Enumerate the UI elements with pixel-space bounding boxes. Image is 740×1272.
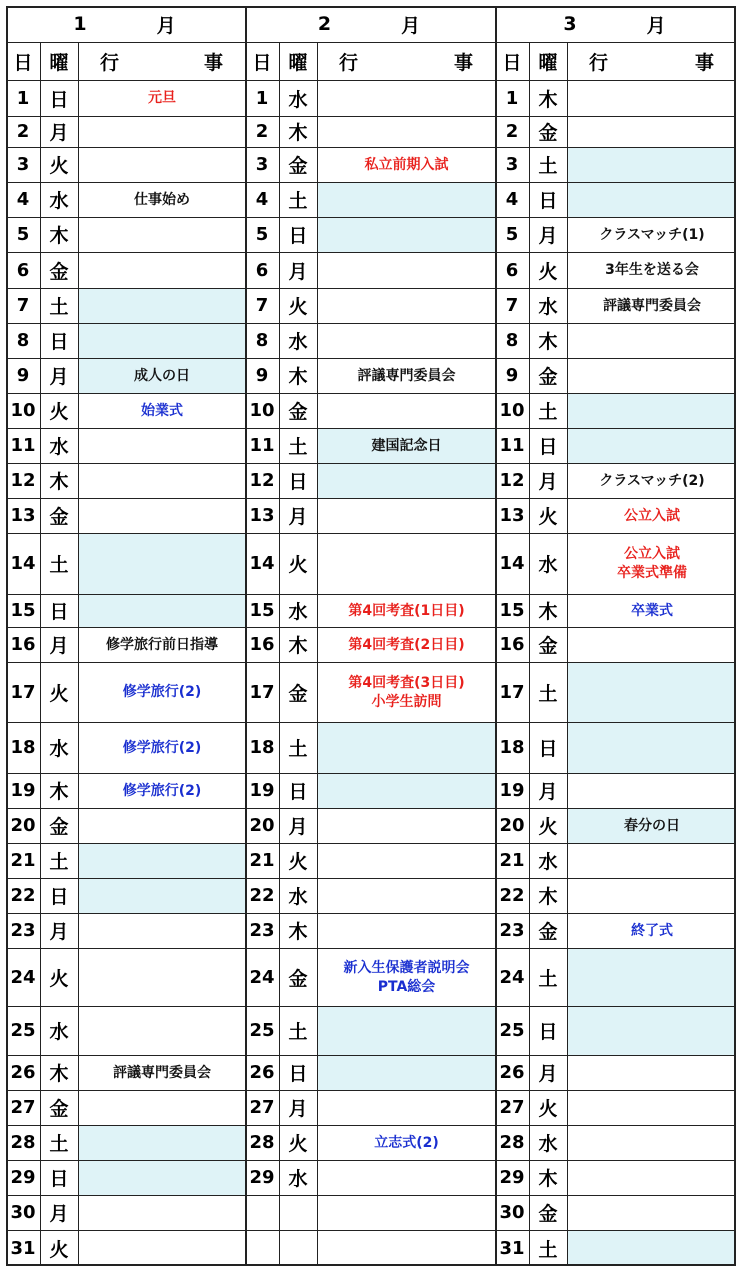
day-number: 29 bbox=[249, 1167, 275, 1188]
day-number: 10 bbox=[499, 400, 525, 421]
day-number: 26 bbox=[249, 1062, 275, 1083]
event-text: 公立入試 bbox=[624, 546, 680, 562]
weekday: 日 bbox=[538, 738, 558, 760]
event-text: 修学旅行(2) bbox=[122, 684, 202, 700]
day-number: 6 bbox=[255, 259, 269, 281]
header-event-left: 行 bbox=[589, 51, 609, 74]
weekday: 木 bbox=[538, 88, 558, 111]
weekday: 水 bbox=[288, 886, 308, 908]
event-text: 立志式(2) bbox=[374, 1134, 439, 1151]
day-number: 14 bbox=[10, 553, 36, 574]
weekday: 金 bbox=[49, 816, 69, 838]
day-number: 28 bbox=[10, 1132, 36, 1153]
event-text: 元旦 bbox=[148, 90, 176, 106]
day-number: 3 bbox=[255, 154, 269, 175]
day-number: 31 bbox=[10, 1237, 36, 1259]
day-number: 29 bbox=[499, 1167, 525, 1188]
day-number: 6 bbox=[16, 259, 30, 281]
weekday: 火 bbox=[538, 816, 558, 838]
weekday: 土 bbox=[538, 682, 558, 705]
day-number: 19 bbox=[249, 780, 275, 801]
day-number: 23 bbox=[499, 920, 525, 941]
weekday: 月 bbox=[288, 816, 308, 838]
month-number: 2 bbox=[317, 13, 334, 35]
day-number: 8 bbox=[255, 330, 269, 351]
weekday: 月 bbox=[288, 1098, 308, 1120]
day-number: 20 bbox=[499, 815, 525, 836]
day-number: 1 bbox=[255, 87, 269, 109]
event-text: 評議専門委員会 bbox=[603, 297, 701, 314]
day-number: 23 bbox=[10, 920, 36, 941]
day-number: 9 bbox=[16, 365, 30, 386]
day-number: 14 bbox=[499, 553, 525, 574]
weekday: 土 bbox=[288, 436, 308, 458]
weekday: 金 bbox=[49, 506, 69, 528]
weekday: 金 bbox=[288, 401, 308, 423]
event-text-line2: 卒業式準備 bbox=[617, 565, 687, 581]
day-number: 28 bbox=[249, 1132, 275, 1153]
weekday: 木 bbox=[538, 1168, 558, 1190]
day-number: 25 bbox=[249, 1020, 275, 1041]
day-number: 27 bbox=[249, 1097, 275, 1118]
day-number: 24 bbox=[499, 966, 525, 988]
weekday: 月 bbox=[538, 225, 558, 247]
day-number: 14 bbox=[249, 553, 275, 574]
weekday: 日 bbox=[538, 436, 558, 458]
day-number: 27 bbox=[499, 1097, 525, 1118]
weekday: 火 bbox=[538, 1098, 558, 1120]
day-number: 31 bbox=[499, 1237, 525, 1259]
weekday: 月 bbox=[49, 635, 69, 657]
weekday: 木 bbox=[49, 471, 69, 493]
weekday: 日 bbox=[49, 886, 69, 908]
day-number: 6 bbox=[505, 259, 519, 281]
weekday: 土 bbox=[538, 967, 558, 990]
day-number: 25 bbox=[10, 1020, 36, 1041]
weekday: 火 bbox=[49, 682, 69, 705]
day-number: 19 bbox=[499, 780, 525, 801]
weekday: 水 bbox=[288, 601, 308, 623]
event-text: 評議専門委員会 bbox=[357, 367, 456, 384]
day-number: 26 bbox=[10, 1062, 36, 1083]
event-text: 新入生保護者説明会 bbox=[343, 959, 470, 976]
day-number: 13 bbox=[499, 505, 525, 526]
day-number: 3 bbox=[505, 154, 519, 175]
day-number: 5 bbox=[255, 224, 269, 245]
weekday: 木 bbox=[288, 635, 308, 657]
weekday: 日 bbox=[288, 225, 308, 247]
event-text: 卒業式 bbox=[631, 602, 673, 619]
weekday: 月 bbox=[49, 366, 69, 388]
weekday: 土 bbox=[49, 1133, 69, 1155]
day-number: 2 bbox=[16, 121, 30, 142]
event-text: 第4回考査(1日目) bbox=[348, 602, 465, 619]
weekday: 日 bbox=[49, 1168, 69, 1190]
weekday: 月 bbox=[538, 1063, 558, 1085]
event-text: 私立前期入試 bbox=[364, 156, 449, 173]
weekday: 火 bbox=[49, 967, 69, 990]
event-text: クラスマッチ(1) bbox=[599, 226, 705, 243]
weekday: 月 bbox=[538, 471, 558, 493]
weekday: 日 bbox=[538, 1021, 558, 1043]
day-number: 21 bbox=[499, 850, 525, 871]
day-number: 28 bbox=[499, 1132, 525, 1153]
day-number: 19 bbox=[10, 780, 36, 801]
day-number: 24 bbox=[10, 966, 36, 988]
day-number: 1 bbox=[505, 87, 519, 109]
day-number: 25 bbox=[499, 1020, 525, 1041]
weekday: 水 bbox=[288, 1168, 308, 1190]
day-number: 17 bbox=[10, 681, 36, 703]
event-text: 修学旅行(2) bbox=[122, 782, 202, 799]
day-number: 18 bbox=[249, 737, 275, 758]
day-number: 22 bbox=[10, 885, 36, 906]
weekday: 金 bbox=[538, 635, 558, 657]
weekday: 木 bbox=[288, 366, 308, 388]
month-label: 月 bbox=[401, 14, 423, 37]
event-text-line2: PTA総会 bbox=[377, 978, 436, 995]
event-text: 第4回考査(2日目) bbox=[348, 636, 465, 653]
weekday: 金 bbox=[288, 682, 308, 705]
weekday: 木 bbox=[288, 921, 308, 943]
weekday: 月 bbox=[49, 1203, 69, 1225]
weekday: 日 bbox=[288, 471, 308, 493]
event-text: クラスマッチ(2) bbox=[599, 472, 705, 489]
day-number: 17 bbox=[249, 681, 275, 703]
weekday: 火 bbox=[288, 851, 308, 873]
weekday: 火 bbox=[288, 296, 308, 318]
calendar-frame bbox=[6, 6, 736, 1266]
weekday: 木 bbox=[49, 225, 69, 247]
day-number: 8 bbox=[505, 330, 519, 351]
month-label: 月 bbox=[646, 14, 668, 37]
header-weekday: 曜 bbox=[288, 51, 308, 74]
month-number: 3 bbox=[563, 13, 579, 35]
day-number: 12 bbox=[10, 470, 36, 491]
weekday: 日 bbox=[49, 88, 69, 111]
event-text: 修学旅行前日指導 bbox=[106, 636, 218, 653]
weekday: 日 bbox=[288, 781, 308, 803]
weekday: 水 bbox=[538, 554, 558, 576]
weekday: 火 bbox=[49, 401, 69, 423]
day-number: 21 bbox=[10, 850, 36, 871]
event-text-line2: 小学生訪問 bbox=[371, 693, 442, 710]
day-number: 17 bbox=[499, 681, 525, 703]
weekday: 日 bbox=[49, 331, 69, 353]
event-text: 3年生を送る会 bbox=[605, 262, 699, 278]
day-number: 5 bbox=[16, 224, 30, 245]
weekday: 水 bbox=[288, 331, 308, 353]
weekday: 土 bbox=[288, 1021, 308, 1043]
weekday: 金 bbox=[288, 155, 308, 177]
day-number: 11 bbox=[10, 435, 36, 456]
header-event-left: 行 bbox=[100, 51, 120, 74]
weekday: 火 bbox=[288, 554, 308, 576]
day-number: 9 bbox=[505, 365, 519, 386]
day-number: 20 bbox=[10, 815, 36, 836]
weekday: 月 bbox=[288, 260, 308, 283]
event-text: 評議専門委員会 bbox=[113, 1064, 211, 1081]
weekday: 火 bbox=[288, 1133, 308, 1155]
weekday: 日 bbox=[288, 1063, 308, 1085]
weekday: 水 bbox=[538, 296, 558, 318]
weekday: 水 bbox=[538, 851, 558, 873]
day-number: 22 bbox=[249, 885, 275, 906]
header-weekday: 曜 bbox=[49, 51, 69, 74]
weekday: 火 bbox=[49, 155, 69, 177]
weekday: 木 bbox=[49, 1063, 69, 1085]
weekday: 木 bbox=[538, 886, 558, 908]
day-number: 15 bbox=[249, 600, 275, 621]
event-text: 建国記念日 bbox=[371, 437, 442, 454]
weekday: 日 bbox=[49, 601, 69, 623]
day-number: 24 bbox=[249, 966, 275, 988]
weekday: 月 bbox=[538, 781, 558, 803]
weekday: 火 bbox=[538, 260, 558, 283]
day-number: 27 bbox=[10, 1097, 36, 1118]
day-number: 4 bbox=[16, 189, 30, 210]
weekday: 水 bbox=[288, 88, 308, 111]
month-number: 1 bbox=[73, 13, 89, 35]
day-number: 18 bbox=[10, 737, 36, 758]
day-number: 5 bbox=[505, 224, 519, 245]
day-number: 7 bbox=[255, 295, 269, 316]
header-day: 日 bbox=[252, 51, 272, 74]
weekday: 金 bbox=[49, 260, 69, 283]
event-text: 修学旅行(2) bbox=[122, 739, 202, 756]
day-number: 13 bbox=[249, 505, 275, 526]
event-text: 第4回考査(3日目) bbox=[348, 674, 465, 691]
weekday: 月 bbox=[288, 506, 308, 528]
day-number: 21 bbox=[249, 850, 275, 871]
day-number: 2 bbox=[505, 121, 519, 142]
weekday: 金 bbox=[288, 967, 308, 990]
day-number: 10 bbox=[249, 400, 275, 421]
day-number: 4 bbox=[255, 189, 269, 210]
weekday: 金 bbox=[538, 366, 558, 388]
weekday: 水 bbox=[538, 1133, 558, 1155]
day-number: 9 bbox=[255, 365, 269, 386]
weekday: 金 bbox=[538, 122, 558, 144]
day-number: 12 bbox=[499, 470, 525, 491]
header-day: 日 bbox=[502, 51, 522, 74]
weekday: 土 bbox=[49, 851, 69, 873]
weekday: 月 bbox=[49, 122, 69, 144]
day-number: 13 bbox=[10, 505, 36, 526]
event-text: 終了式 bbox=[631, 922, 673, 939]
weekday: 土 bbox=[538, 155, 558, 177]
day-number: 26 bbox=[499, 1062, 525, 1083]
event-text: 公立入試 bbox=[624, 507, 680, 524]
event-text: 始業式 bbox=[141, 402, 183, 419]
day-number: 8 bbox=[16, 330, 30, 351]
event-text: 仕事始め bbox=[134, 191, 190, 208]
header-event-right: 事 bbox=[203, 51, 223, 74]
weekday: 水 bbox=[49, 1021, 69, 1043]
day-number: 30 bbox=[499, 1202, 525, 1223]
day-number: 15 bbox=[10, 600, 36, 621]
weekday: 土 bbox=[538, 401, 558, 423]
event-text: 成人の日 bbox=[134, 367, 190, 384]
day-number: 2 bbox=[255, 121, 269, 142]
day-number: 10 bbox=[10, 400, 36, 421]
weekday: 金 bbox=[538, 1203, 558, 1225]
day-number: 30 bbox=[10, 1202, 36, 1223]
weekday: 日 bbox=[538, 190, 558, 212]
weekday: 木 bbox=[49, 781, 69, 803]
day-number: 20 bbox=[249, 815, 275, 836]
day-number: 3 bbox=[16, 154, 30, 175]
weekday: 土 bbox=[288, 738, 308, 760]
day-number: 18 bbox=[499, 737, 525, 758]
day-number: 15 bbox=[499, 600, 525, 621]
weekday: 木 bbox=[538, 601, 558, 623]
weekday: 月 bbox=[49, 921, 69, 943]
weekday: 木 bbox=[288, 122, 308, 144]
day-number: 22 bbox=[499, 885, 525, 906]
day-number: 11 bbox=[249, 435, 275, 456]
event-text: 春分の日 bbox=[624, 817, 680, 834]
day-number: 1 bbox=[16, 87, 30, 109]
day-number: 16 bbox=[10, 634, 36, 655]
day-number: 16 bbox=[499, 634, 525, 655]
day-number: 12 bbox=[249, 470, 275, 491]
weekday: 金 bbox=[49, 1098, 69, 1120]
weekday: 木 bbox=[538, 331, 558, 353]
weekday: 水 bbox=[49, 190, 69, 212]
day-number: 16 bbox=[249, 634, 275, 655]
weekday: 金 bbox=[538, 921, 558, 943]
header-event-right: 事 bbox=[694, 51, 714, 74]
weekday: 水 bbox=[49, 738, 69, 760]
day-number: 11 bbox=[499, 435, 525, 456]
weekday: 土 bbox=[49, 554, 69, 576]
weekday: 土 bbox=[49, 296, 69, 318]
day-number: 7 bbox=[505, 295, 519, 316]
header-weekday: 曜 bbox=[538, 51, 558, 74]
weekday: 土 bbox=[288, 190, 308, 212]
weekday: 火 bbox=[49, 1238, 69, 1261]
weekday: 火 bbox=[538, 506, 558, 528]
header-event-left: 行 bbox=[339, 51, 359, 74]
day-number: 7 bbox=[16, 295, 30, 316]
header-event-right: 事 bbox=[453, 51, 473, 74]
month-label: 月 bbox=[156, 14, 178, 37]
weekday: 土 bbox=[538, 1238, 558, 1261]
day-number: 4 bbox=[505, 189, 519, 210]
header-day: 日 bbox=[13, 51, 33, 74]
weekday: 水 bbox=[49, 436, 69, 458]
day-number: 23 bbox=[249, 920, 275, 941]
day-number: 29 bbox=[10, 1167, 36, 1188]
